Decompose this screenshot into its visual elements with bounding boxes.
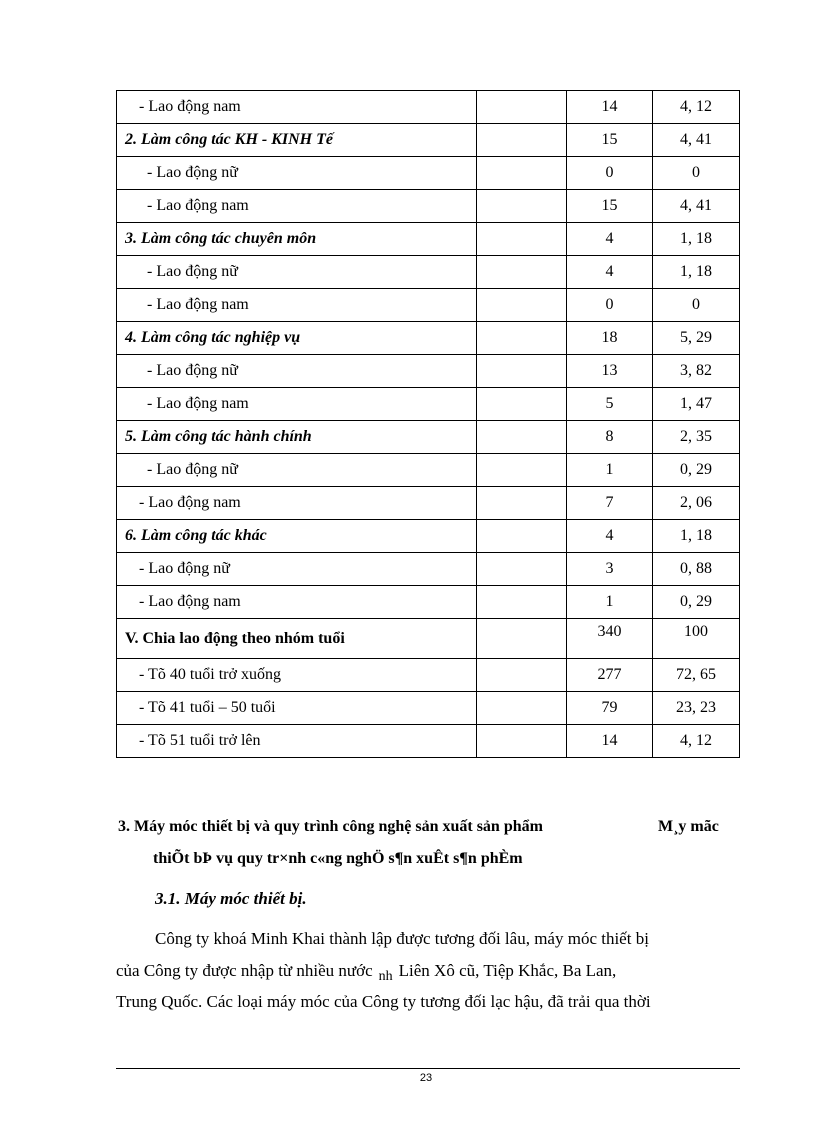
row-count: 5 [567,388,653,421]
row-percent: 1, 18 [653,223,740,256]
row-percent: 4, 41 [653,124,740,157]
row-label: - Lao động nam [117,289,477,322]
table-row [117,256,740,289]
empty-cell [477,692,567,725]
table-row [117,586,740,619]
empty-cell [477,289,567,322]
empty-cell [477,725,567,758]
row-label: - Lao động nam [117,586,477,619]
empty-cell [477,520,567,553]
section-heading-text: 3. Máy móc thiết bị và quy trình công nghệ sản xuất sản phẩm [118,818,543,835]
table-row [117,91,740,124]
row-label: - Lao động nam [117,91,477,124]
row-percent: 4, 12 [653,91,740,124]
table-row [117,289,740,322]
row-count: 15 [567,190,653,223]
row-percent: 0, 29 [653,586,740,619]
empty-cell [477,322,567,355]
empty-cell [477,487,567,520]
table-row [117,520,740,553]
row-label: 3. Làm công tác chuyên môn [117,223,477,256]
empty-cell [477,659,567,692]
row-label: - Tõ 40 tuổi trở xuống [117,659,477,692]
row-count: 14 [567,725,653,758]
paragraph-line-2 [116,960,616,984]
row-percent: 1, 18 [653,256,740,289]
row-count: 79 [567,692,653,725]
row-count: 7 [567,487,653,520]
row-label: 4. Làm công tác nghiệp vụ [117,322,477,355]
row-label: - Tõ 51 tuổi trở lên [117,725,477,758]
row-count: 1 [567,586,653,619]
row-count: 0 [567,157,653,190]
table-row [117,487,740,520]
row-percent: 2, 35 [653,421,740,454]
paragraph-line-2-end: Liên Xô cũ, Tiệp Khắc, Ba Lan, [398,961,617,980]
table-row [117,190,740,223]
row-percent: 1, 47 [653,388,740,421]
row-count: 340 [567,619,653,659]
paragraph-line-2-small: nh [378,969,393,984]
row-count: 3 [567,553,653,586]
row-label: 2. Làm công tác KH - KINH Tế [117,124,477,157]
row-count: 4 [567,256,653,289]
empty-cell [477,586,567,619]
row-label: V. Chia lao động theo nhóm tuổi [117,619,477,659]
row-label: - Lao động nữ [117,157,477,190]
row-label: - Lao động nam [117,487,477,520]
row-label: - Lao động nam [117,190,477,223]
empty-cell [477,223,567,256]
row-percent: 5, 29 [653,322,740,355]
row-count: 4 [567,223,653,256]
row-label: - Lao động nữ [117,355,477,388]
row-label: 5. Làm công tác hành chính [117,421,477,454]
row-percent: 0 [653,157,740,190]
row-percent: 4, 41 [653,190,740,223]
table-body [117,91,740,758]
empty-cell [477,454,567,487]
paragraph-line-3: Trung Quốc. Các loại máy móc của Công ty tương đối lạc hậu, đã trải qua thời [116,992,651,1011]
empty-cell [477,619,567,659]
section-heading [118,816,748,838]
table-row [117,421,740,454]
subsection-heading: 3.1. Máy móc thiết bị. [155,889,307,908]
row-count: 1 [567,454,653,487]
row-label: 6. Làm công tác khác [117,520,477,553]
empty-cell [477,553,567,586]
table-row [117,157,740,190]
row-percent: 0 [653,289,740,322]
row-count: 13 [567,355,653,388]
row-count: 15 [567,124,653,157]
row-percent: 4, 12 [653,725,740,758]
row-label: - Lao động nữ [117,553,477,586]
table-row [117,692,740,725]
paragraph-line-1: Công ty khoá Minh Khai thành lập được tương đối lâu, máy móc thiết bị [155,929,649,948]
row-count: 4 [567,520,653,553]
empty-cell [477,157,567,190]
empty-cell [477,256,567,289]
row-percent: 72, 65 [653,659,740,692]
empty-cell [477,388,567,421]
table-row [117,322,740,355]
page-number: 23 [419,1072,433,1084]
table-row [117,124,740,157]
row-label: - Tõ 41 tuổi – 50 tuổi [117,692,477,725]
footer-divider [116,1068,740,1069]
row-percent: 2, 06 [653,487,740,520]
row-label: - Lao động nữ [117,454,477,487]
table-row [117,659,740,692]
section-heading-line2: thiÕt bÞ vụ quy tr×nh c«ng nghÖ s¶n xuÊt s¶n phÈm [153,850,523,867]
empty-cell [477,421,567,454]
row-label: - Lao động nam [117,388,477,421]
empty-cell [477,355,567,388]
row-count: 18 [567,322,653,355]
table-row [117,388,740,421]
row-percent: 100 [653,619,740,659]
row-percent: 1, 18 [653,520,740,553]
row-count: 277 [567,659,653,692]
row-count: 8 [567,421,653,454]
empty-cell [477,124,567,157]
row-percent: 0, 29 [653,454,740,487]
empty-cell [477,91,567,124]
empty-cell [477,190,567,223]
section-heading-garbled: M¸y mãc [658,818,719,835]
table-row [117,553,740,586]
row-percent: 23, 23 [653,692,740,725]
paragraph-line-2-start: của Công ty được nhập từ nhiều nước [116,961,373,980]
table-row [117,454,740,487]
row-percent: 3, 82 [653,355,740,388]
table-row [117,725,740,758]
row-label: - Lao động nữ [117,256,477,289]
row-count: 0 [567,289,653,322]
row-count: 14 [567,91,653,124]
table-row [117,223,740,256]
table-row [117,355,740,388]
labor-statistics-table [116,90,740,758]
table-row [117,619,740,659]
row-percent: 0, 88 [653,553,740,586]
